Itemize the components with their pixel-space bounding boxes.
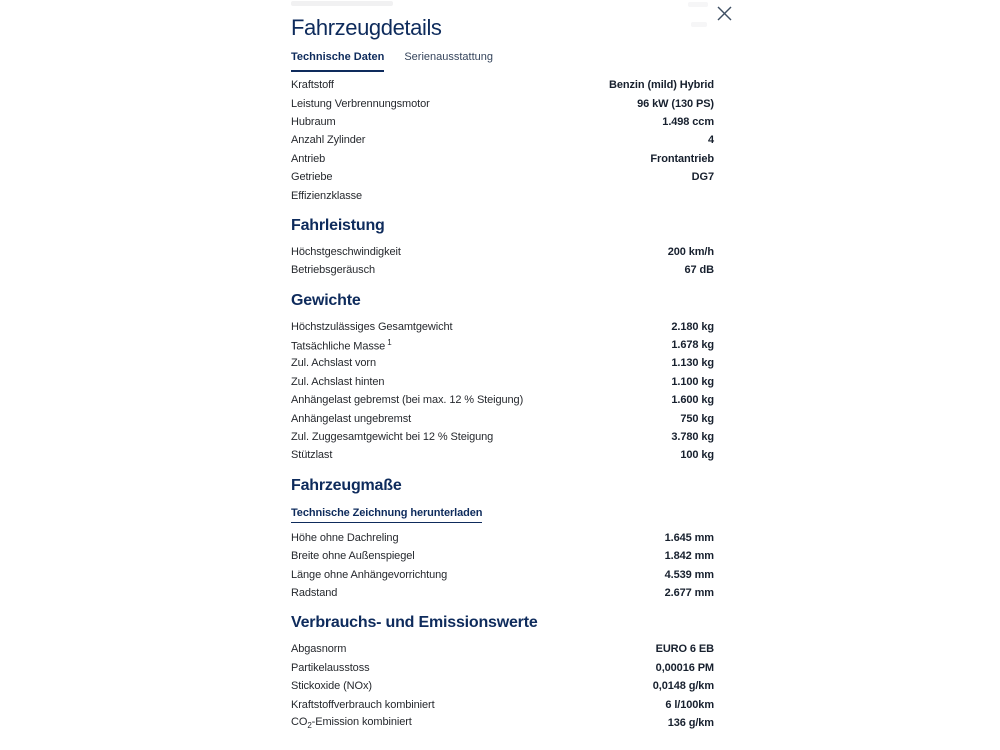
section-heading-gewichte: Gewichte bbox=[291, 291, 361, 309]
spec-label: Höchstzulässiges Gesamtgewicht bbox=[291, 320, 453, 333]
close-button[interactable] bbox=[712, 3, 736, 27]
spec-label: Kraftstoffverbrauch kombiniert bbox=[291, 698, 435, 711]
tab-bar bbox=[291, 50, 714, 72]
section-fahrleistung bbox=[291, 243, 714, 280]
spec-label: Breite ohne Außenspiegel bbox=[291, 550, 415, 563]
table-row bbox=[291, 428, 714, 446]
spec-label: Hubraum bbox=[291, 115, 336, 128]
spec-value: 3.780 kg bbox=[671, 431, 714, 444]
spec-value: 1.842 mm bbox=[664, 550, 714, 563]
spec-value: 1.678 kg bbox=[671, 339, 714, 352]
close-icon bbox=[716, 5, 733, 25]
spec-value: Frontantrieb bbox=[650, 152, 714, 165]
spec-value: 1.100 kg bbox=[671, 375, 714, 388]
spec-label: $CO_2$-Emission kombiniert bbox=[291, 715, 412, 731]
page-title: Fahrzeugdetails bbox=[291, 15, 442, 40]
spec-value: 100 kg bbox=[680, 449, 714, 462]
table-row bbox=[291, 186, 714, 204]
spec-value: 4 bbox=[707, 134, 714, 147]
spec-value: 2.180 kg bbox=[671, 320, 714, 333]
table-row bbox=[291, 150, 714, 168]
download-technical-drawing-link[interactable]: Technische Zeichnung herunterladen bbox=[291, 506, 482, 523]
spec-value: 1.130 kg bbox=[671, 357, 714, 370]
spec-label: Kraftstoff bbox=[291, 79, 334, 92]
tab-serienausstattung[interactable]: Serienausstattung bbox=[404, 51, 493, 63]
spec-value: 96 kW (130 PS) bbox=[637, 97, 714, 110]
spec-value: 4.539 mm bbox=[664, 568, 714, 581]
spec-label: Getriebe bbox=[291, 171, 333, 184]
subscript: 2 bbox=[307, 721, 312, 731]
table-row bbox=[291, 168, 714, 186]
table-row bbox=[291, 354, 714, 372]
spec-value: 0,0148 g/km bbox=[652, 680, 714, 693]
spec-label: Antrieb bbox=[291, 152, 326, 165]
table-row bbox=[291, 113, 714, 131]
spec-label: Zul. Achslast hinten bbox=[291, 375, 385, 388]
spec-value: 1.600 kg bbox=[671, 394, 714, 407]
spec-label: Anhängelast gebremst (bei max. 12 % Steigung) bbox=[291, 394, 524, 407]
table-row bbox=[291, 640, 714, 658]
table-row bbox=[291, 94, 714, 112]
spec-label: Leistung Verbrennungsmotor bbox=[291, 97, 430, 110]
section-fahrzeugmasse bbox=[291, 529, 714, 603]
section-technische-daten bbox=[291, 76, 714, 205]
spec-label: Stickoxide (NOx) bbox=[291, 680, 372, 693]
footnote-marker: 1 bbox=[387, 337, 392, 347]
table-row bbox=[291, 565, 714, 583]
spec-value: 750 kg bbox=[680, 412, 714, 425]
table-row bbox=[291, 695, 714, 713]
spec-label: Höhe ohne Dachreling bbox=[291, 531, 399, 544]
table-row bbox=[291, 76, 714, 94]
spec-label: Anzahl Zylinder bbox=[291, 134, 366, 147]
spec-value: 200 km/h bbox=[667, 245, 714, 258]
table-row bbox=[291, 243, 714, 261]
tab-technische-daten[interactable]: Technische Daten bbox=[291, 50, 384, 72]
spec-value: 0,00016 PM bbox=[655, 661, 714, 674]
spec-value: EURO 6 EB bbox=[655, 643, 714, 656]
table-row bbox=[291, 584, 714, 602]
spec-value: 67 dB bbox=[684, 264, 714, 277]
table-row bbox=[291, 409, 714, 427]
section-gewichte bbox=[291, 318, 714, 465]
spec-label: Stützlast bbox=[291, 449, 333, 462]
table-row bbox=[291, 446, 714, 464]
spec-label: Zul. Zuggesamtgewicht bei 12 % Steigung bbox=[291, 431, 494, 444]
spec-value: DG7 bbox=[691, 171, 714, 184]
spec-label: Tatsächliche Masse $^1$ bbox=[291, 337, 392, 353]
section-heading-fahrzeugmasse: Fahrzeugmaße bbox=[291, 476, 402, 494]
spec-label: Höchstgeschwindigkeit bbox=[291, 245, 401, 258]
spec-value: 136 g/km bbox=[667, 716, 714, 729]
spec-value: 2.677 mm bbox=[664, 587, 714, 599]
spec-label: Anhängelast ungebremst bbox=[291, 412, 412, 425]
spec-label: Effizienzklasse bbox=[291, 189, 363, 202]
table-row bbox=[291, 373, 714, 391]
section-verbrauch-emission bbox=[291, 640, 714, 732]
table-row bbox=[291, 547, 714, 565]
spec-label: Länge ohne Anhängevorrichtung bbox=[291, 568, 448, 581]
table-row bbox=[291, 677, 714, 695]
table-row bbox=[291, 261, 714, 279]
spec-value: 6 l/100km bbox=[665, 698, 714, 711]
table-row bbox=[291, 336, 714, 354]
spec-value: 1.498 ccm bbox=[662, 115, 714, 128]
section-heading-fahrleistung: Fahrleistung bbox=[291, 216, 385, 234]
table-row bbox=[291, 714, 714, 732]
spec-label: Zul. Achslast vorn bbox=[291, 357, 377, 370]
spec-label: Partikelausstoss bbox=[291, 661, 370, 674]
table-row bbox=[291, 318, 714, 336]
spec-label: Betriebsgeräusch bbox=[291, 264, 376, 277]
table-row bbox=[291, 659, 714, 677]
table-row bbox=[291, 391, 714, 409]
spec-value: 1.645 mm bbox=[664, 531, 714, 544]
section-heading-verbrauch-emission: Verbrauchs- und Emissionswerte bbox=[291, 614, 538, 632]
spec-label: Abgasnorm bbox=[291, 643, 347, 656]
spec-value: Benzin (mild) Hybrid bbox=[609, 79, 714, 92]
table-row bbox=[291, 131, 714, 149]
table-row bbox=[291, 529, 714, 547]
spec-label: Radstand bbox=[291, 587, 338, 599]
